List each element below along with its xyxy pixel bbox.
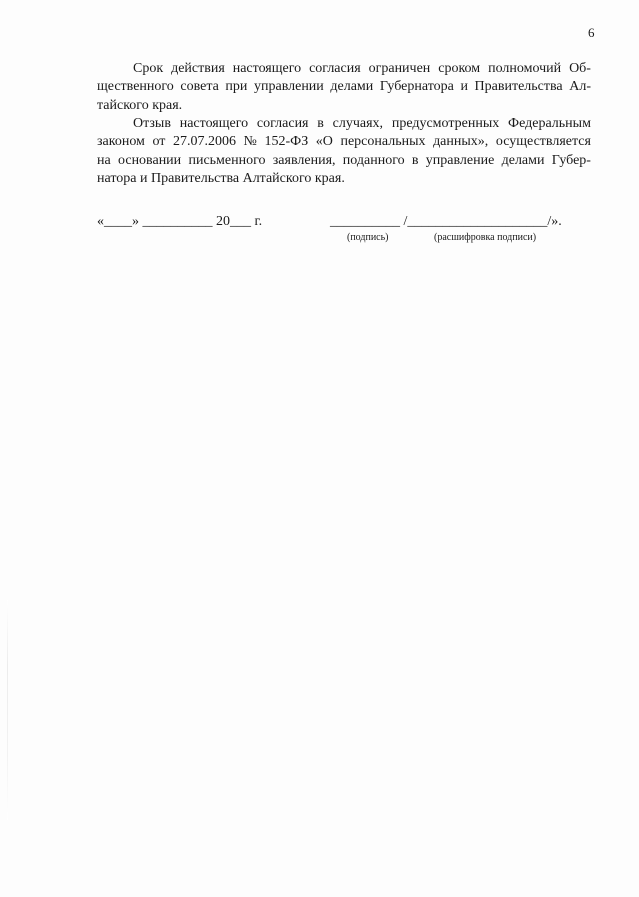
paragraph-line xyxy=(97,170,591,188)
signature-field-line: __________ /____________________/». xyxy=(330,214,562,229)
word: при xyxy=(225,79,248,95)
word: сроком xyxy=(438,61,481,76)
word: в xyxy=(411,152,419,168)
word: совета xyxy=(180,79,219,95)
word: от xyxy=(152,134,166,150)
word: настоящего xyxy=(232,61,302,76)
word: поданного xyxy=(342,152,405,168)
word: 27.07.2006 xyxy=(172,134,236,150)
word: управлении xyxy=(253,79,324,95)
word: № xyxy=(243,134,257,150)
word: основании xyxy=(118,152,182,168)
word: ограничен xyxy=(368,61,431,76)
scan-edge-mark xyxy=(7,600,8,820)
signature-caption: (подпись) xyxy=(347,232,389,243)
date-field-line: «____» __________ 20___ г. xyxy=(97,214,263,229)
word: Правительства xyxy=(474,79,563,95)
word: щественного xyxy=(97,79,174,95)
paragraph-line xyxy=(97,97,591,115)
word: Губернатора xyxy=(379,79,454,95)
paragraph-consent-term xyxy=(97,60,591,115)
word: Отзыв xyxy=(133,116,171,131)
word: управление xyxy=(425,152,495,168)
word: осуществляется xyxy=(495,134,591,150)
paragraph-consent-withdrawal xyxy=(97,115,591,188)
word: персональных xyxy=(340,134,426,150)
line-text: натора и Правительства Алтайского края. xyxy=(97,170,345,186)
word: предусмотренных xyxy=(391,116,500,131)
word: Федеральным xyxy=(508,116,591,131)
word: Об- xyxy=(569,61,591,76)
page-number: 6 xyxy=(588,25,595,40)
word: согласия xyxy=(256,116,309,131)
paragraph-line xyxy=(97,133,591,151)
word: заявления, xyxy=(272,152,336,168)
word: Срок xyxy=(133,61,164,76)
signature-decode-caption: (расшифровка подписи) xyxy=(434,232,537,243)
word: Губер- xyxy=(551,152,591,168)
paragraph-line xyxy=(97,78,591,96)
paragraph-line xyxy=(97,60,591,78)
word: полномочий xyxy=(488,61,562,76)
paragraph-line xyxy=(97,152,591,170)
word: письменного xyxy=(188,152,266,168)
word: и xyxy=(460,79,468,95)
word: действия xyxy=(171,61,225,76)
word: данных», xyxy=(433,134,489,150)
word: Ал- xyxy=(569,79,591,95)
word: согласия xyxy=(309,61,361,76)
word: законом xyxy=(97,134,145,150)
line-text: тайского края. xyxy=(97,97,183,113)
word: делами xyxy=(330,79,374,95)
word: «О xyxy=(315,134,333,150)
word: настоящего xyxy=(179,116,249,131)
word: случаях, xyxy=(332,116,384,131)
word: на xyxy=(97,152,111,168)
word: делами xyxy=(501,152,545,168)
word: 152-ФЗ xyxy=(264,134,309,150)
paragraph-line xyxy=(97,115,591,133)
word: в xyxy=(317,116,324,131)
